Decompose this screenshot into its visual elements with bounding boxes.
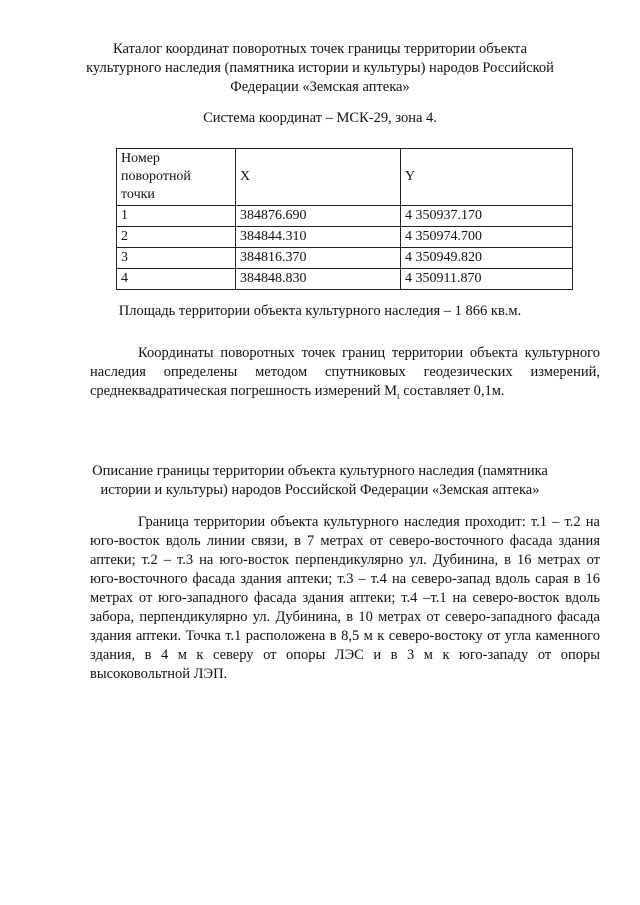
catalog-title (0, 40, 640, 97)
catalog-title-line: Федерации «Земская аптека» (230, 79, 410, 95)
coordinates-method-paragraph (90, 344, 600, 406)
y-cell: 4 350949.820 (401, 248, 573, 269)
coordinates-text-end: составляет 0,1м. (399, 383, 505, 399)
x-cell: 384876.690 (236, 206, 401, 227)
x-cell: 384848.830 (236, 269, 401, 290)
point-number-cell: 1 (117, 206, 236, 227)
header-point-number (117, 149, 236, 206)
y-cell: 4 350911.870 (401, 269, 573, 290)
x-cell: 384816.370 (236, 248, 401, 269)
error-subscript: t (397, 390, 400, 401)
description-title-line: Описание границы территории объекта культурного наследия (памятника (92, 463, 548, 479)
description-title (0, 462, 640, 500)
area-statement: Площадь территории объекта культурного наследия – 1 866 кв.м. (118, 303, 522, 319)
point-number-cell: 2 (117, 227, 236, 248)
coordinates-text: Координаты поворотных точек границ территории объекта культурного наследия определены методом спутниковых геодезических измерений, среднеквадратическая погрешность измерений M (90, 345, 600, 399)
x-cell: 384844.310 (236, 227, 401, 248)
table-row (117, 227, 573, 248)
header-x: X (236, 149, 401, 206)
table-row (117, 248, 573, 269)
header-point-line: поворотной (121, 169, 191, 184)
header-y: Y (401, 149, 573, 206)
catalog-title-line: Каталог координат поворотных точек границы территории объекта (112, 41, 527, 57)
description-title-line: истории и культуры) народов Российской Федерации «Земская аптека» (100, 482, 540, 498)
coordinate-system-label: Система координат – МСК-29, зона 4. (203, 110, 437, 126)
table-row (117, 269, 573, 290)
header-point-line: Номер (121, 151, 160, 166)
y-cell: 4 350974.700 (401, 227, 573, 248)
table-header-row (117, 149, 573, 206)
table-row (117, 206, 573, 227)
point-number-cell: 3 (117, 248, 236, 269)
header-point-line: точки (121, 187, 155, 202)
catalog-title-line: культурного наследия (памятника истории и культуры) народов Российской (86, 60, 554, 76)
y-cell: 4 350937.170 (401, 206, 573, 227)
point-number-cell: 4 (117, 269, 236, 290)
coordinates-table (116, 148, 573, 290)
border-description-paragraph: Граница территории объекта культурного наследия проходит: т.1 – т.2 на юго-восток вдоль линии связи, в 7 метрах от северо-восточного фасада здания аптеки; т.2 – т.3 на юго-восток перпендикулярно ул. Дубинина, в 16 метрах от юго-восточного фасада здания аптеки; т.3 – т.4 на северо-запад вдоль сарая в 16 метрах от юго-западного фасада здания аптеки; т.4 –т.1 на северо-восток вдоль забора, перпендикулярно ул. Дубинина, в 10 метрах от северо-западного фасада здания аптеки. Точка т.1 расположена в 8,5 м к северо-востоку от угла каменного здания, в 4 м к северу от опоры ЛЭС и в 3 м к юго-западу от опоры высоковольтной ЛЭП. (90, 514, 600, 682)
